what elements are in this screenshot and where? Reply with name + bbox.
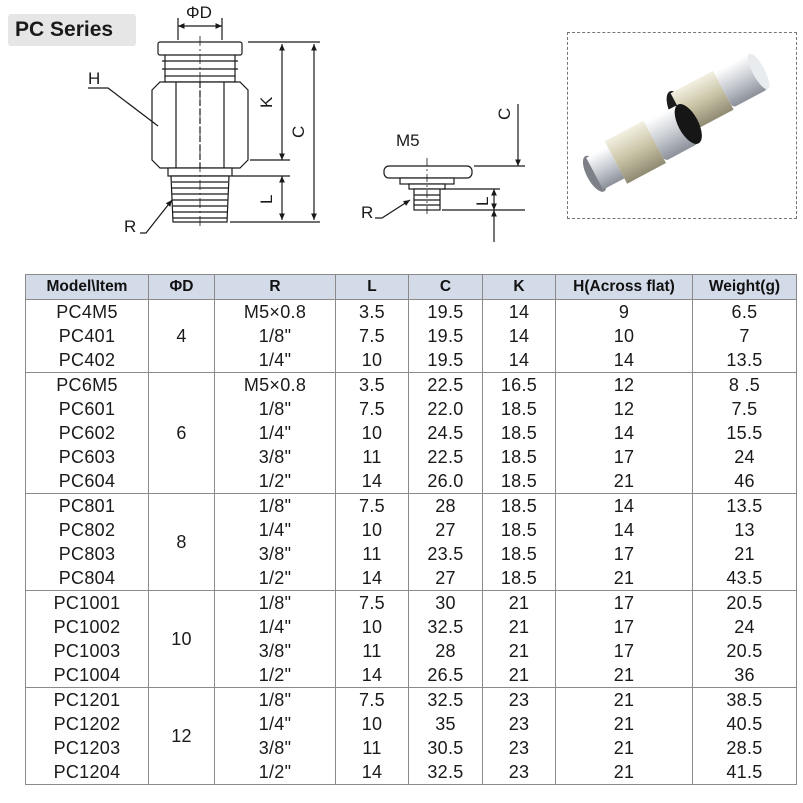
model-cell: PC6M5 [26, 373, 149, 398]
c-cell: 24.5 [409, 421, 483, 445]
model-cell: PC602 [26, 421, 149, 445]
l-cell: 10 [336, 348, 409, 373]
column-header: Weight(g) [693, 275, 797, 300]
h-cell: 17 [556, 542, 693, 566]
table-header-row [26, 275, 797, 300]
l-cell: 10 [336, 712, 409, 736]
w-cell: 6.5 [693, 300, 797, 325]
column-header: L [336, 275, 409, 300]
table-row [26, 712, 797, 736]
w-cell: 8 .5 [693, 373, 797, 398]
c-cell: 30 [409, 591, 483, 616]
h-cell: 17 [556, 445, 693, 469]
model-cell: PC1202 [26, 712, 149, 736]
k-label: K [257, 96, 276, 108]
model-cell: PC1201 [26, 688, 149, 713]
r-cell: 1/2" [215, 469, 336, 494]
c-label: C [289, 125, 308, 138]
w-cell: 43.5 [693, 566, 797, 591]
k-cell: 18.5 [483, 494, 556, 519]
w-cell: 15.5 [693, 421, 797, 445]
l-cell: 7.5 [336, 397, 409, 421]
l-cell: 10 [336, 615, 409, 639]
l-cell: 3.5 [336, 300, 409, 325]
h-cell: 14 [556, 421, 693, 445]
r-cell: 3/8" [215, 445, 336, 469]
m5-label: M5 [396, 131, 420, 150]
l-cell: 10 [336, 421, 409, 445]
model-cell: PC801 [26, 494, 149, 519]
model-cell: PC804 [26, 566, 149, 591]
c-cell: 32.5 [409, 760, 483, 785]
k-cell: 23 [483, 736, 556, 760]
m5-fitting-drawing [375, 104, 525, 242]
column-header: ΦD [149, 275, 215, 300]
model-cell: PC803 [26, 542, 149, 566]
model-cell: PC604 [26, 469, 149, 494]
c-cell: 30.5 [409, 736, 483, 760]
c-cell: 32.5 [409, 615, 483, 639]
h-cell: 14 [556, 348, 693, 373]
c-cell: 32.5 [409, 688, 483, 713]
r-cell: 1/8" [215, 688, 336, 713]
model-cell: PC1002 [26, 615, 149, 639]
model-cell: PC4M5 [26, 300, 149, 325]
l-cell: 14 [336, 566, 409, 591]
k-cell: 18.5 [483, 397, 556, 421]
fittings-illustration [568, 33, 796, 218]
table-row [26, 324, 797, 348]
r-cell: 1/4" [215, 712, 336, 736]
column-header: H(Across flat) [556, 275, 693, 300]
r-cell: 1/4" [215, 421, 336, 445]
table-row [26, 663, 797, 688]
w-cell: 7.5 [693, 397, 797, 421]
h-cell: 17 [556, 615, 693, 639]
k-cell: 14 [483, 348, 556, 373]
k-cell: 18.5 [483, 566, 556, 591]
model-cell: PC601 [26, 397, 149, 421]
r-cell: 1/8" [215, 397, 336, 421]
l-cell: 7.5 [336, 324, 409, 348]
l-cell: 7.5 [336, 591, 409, 616]
c-cell: 22.5 [409, 373, 483, 398]
m5-l-label: L [473, 196, 492, 206]
table-row [26, 300, 797, 325]
r-cell: 3/8" [215, 542, 336, 566]
k-cell: 18.5 [483, 421, 556, 445]
r-cell: 1/8" [215, 324, 336, 348]
h-cell: 10 [556, 324, 693, 348]
l-cell: 11 [336, 445, 409, 469]
m5-c-label: C [495, 107, 514, 120]
model-cell: PC603 [26, 445, 149, 469]
h-cell: 21 [556, 736, 693, 760]
table-row [26, 348, 797, 373]
c-cell: 28 [409, 639, 483, 663]
r-cell: 1/4" [215, 348, 336, 373]
w-cell: 13.5 [693, 348, 797, 373]
h-cell: 14 [556, 494, 693, 519]
k-cell: 18.5 [483, 542, 556, 566]
h-cell: 9 [556, 300, 693, 325]
h-cell: 21 [556, 663, 693, 688]
k-cell: 14 [483, 300, 556, 325]
r-label: R [124, 217, 137, 236]
column-header: R [215, 275, 336, 300]
model-cell: PC402 [26, 348, 149, 373]
series-title: PC Series [8, 14, 136, 46]
k-cell: 16.5 [483, 373, 556, 398]
l-cell: 11 [336, 639, 409, 663]
od-cell: 12 [149, 688, 215, 785]
l-cell: 14 [336, 469, 409, 494]
k-cell: 18.5 [483, 518, 556, 542]
c-cell: 19.5 [409, 324, 483, 348]
k-cell: 23 [483, 712, 556, 736]
r-cell: 1/2" [215, 760, 336, 785]
main-fitting-drawing [88, 18, 320, 233]
l-cell: 14 [336, 760, 409, 785]
column-header: K [483, 275, 556, 300]
od-cell: 6 [149, 373, 215, 494]
table-row [26, 760, 797, 785]
model-cell: PC1001 [26, 591, 149, 616]
table-row [26, 518, 797, 542]
r-cell: 1/4" [215, 518, 336, 542]
h-cell: 21 [556, 760, 693, 785]
l-cell: 7.5 [336, 688, 409, 713]
w-cell: 46 [693, 469, 797, 494]
w-cell: 24 [693, 445, 797, 469]
k-cell: 21 [483, 663, 556, 688]
h-cell: 12 [556, 397, 693, 421]
k-cell: 23 [483, 760, 556, 785]
w-cell: 21 [693, 542, 797, 566]
c-cell: 35 [409, 712, 483, 736]
spec-table [25, 274, 797, 785]
table-row [26, 469, 797, 494]
od-cell: 4 [149, 300, 215, 373]
w-cell: 40.5 [693, 712, 797, 736]
table-row [26, 542, 797, 566]
model-cell: PC1004 [26, 663, 149, 688]
c-cell: 27 [409, 518, 483, 542]
od-cell: 10 [149, 591, 215, 688]
r-cell: M5×0.8 [215, 300, 336, 325]
k-cell: 21 [483, 615, 556, 639]
r-cell: 1/4" [215, 615, 336, 639]
r-cell: 1/8" [215, 494, 336, 519]
c-cell: 28 [409, 494, 483, 519]
r-cell: M5×0.8 [215, 373, 336, 398]
table-row [26, 615, 797, 639]
table-row [26, 373, 797, 398]
w-cell: 20.5 [693, 639, 797, 663]
h-cell: 12 [556, 373, 693, 398]
h-cell: 14 [556, 518, 693, 542]
w-cell: 41.5 [693, 760, 797, 785]
table-row [26, 736, 797, 760]
w-cell: 24 [693, 615, 797, 639]
r-cell: 1/2" [215, 663, 336, 688]
k-cell: 23 [483, 688, 556, 713]
table-row [26, 397, 797, 421]
c-cell: 26.0 [409, 469, 483, 494]
l-cell: 7.5 [336, 494, 409, 519]
m5-r-label: R [361, 203, 374, 222]
model-cell: PC1003 [26, 639, 149, 663]
l-cell: 14 [336, 663, 409, 688]
od-cell: 8 [149, 494, 215, 591]
k-cell: 14 [483, 324, 556, 348]
column-header: C [409, 275, 483, 300]
h-cell: 17 [556, 639, 693, 663]
table-row [26, 445, 797, 469]
w-cell: 13.5 [693, 494, 797, 519]
l-label: L [257, 194, 276, 204]
r-cell: 1/2" [215, 566, 336, 591]
l-cell: 11 [336, 736, 409, 760]
od-label: ΦD [186, 3, 212, 22]
w-cell: 7 [693, 324, 797, 348]
l-cell: 10 [336, 518, 409, 542]
c-cell: 23.5 [409, 542, 483, 566]
c-cell: 19.5 [409, 348, 483, 373]
table-row [26, 494, 797, 519]
r-cell: 3/8" [215, 639, 336, 663]
r-cell: 3/8" [215, 736, 336, 760]
c-cell: 22.5 [409, 445, 483, 469]
k-cell: 18.5 [483, 469, 556, 494]
column-header: Model\Item [26, 275, 149, 300]
model-cell: PC1203 [26, 736, 149, 760]
model-cell: PC802 [26, 518, 149, 542]
h-cell: 21 [556, 712, 693, 736]
h-cell: 17 [556, 591, 693, 616]
c-cell: 27 [409, 566, 483, 591]
model-cell: PC1204 [26, 760, 149, 785]
k-cell: 18.5 [483, 445, 556, 469]
h-label: H [88, 69, 101, 88]
table-row [26, 421, 797, 445]
c-cell: 26.5 [409, 663, 483, 688]
model-cell: PC401 [26, 324, 149, 348]
k-cell: 21 [483, 639, 556, 663]
w-cell: 36 [693, 663, 797, 688]
c-cell: 19.5 [409, 300, 483, 325]
w-cell: 20.5 [693, 591, 797, 616]
w-cell: 38.5 [693, 688, 797, 713]
product-photo [567, 32, 797, 219]
table-row [26, 591, 797, 616]
r-cell: 1/8" [215, 591, 336, 616]
h-cell: 21 [556, 566, 693, 591]
k-cell: 21 [483, 591, 556, 616]
l-cell: 11 [336, 542, 409, 566]
w-cell: 28.5 [693, 736, 797, 760]
w-cell: 13 [693, 518, 797, 542]
l-cell: 3.5 [336, 373, 409, 398]
h-cell: 21 [556, 688, 693, 713]
table-row [26, 688, 797, 713]
c-cell: 22.0 [409, 397, 483, 421]
table-row [26, 566, 797, 591]
table-row [26, 639, 797, 663]
h-cell: 21 [556, 469, 693, 494]
